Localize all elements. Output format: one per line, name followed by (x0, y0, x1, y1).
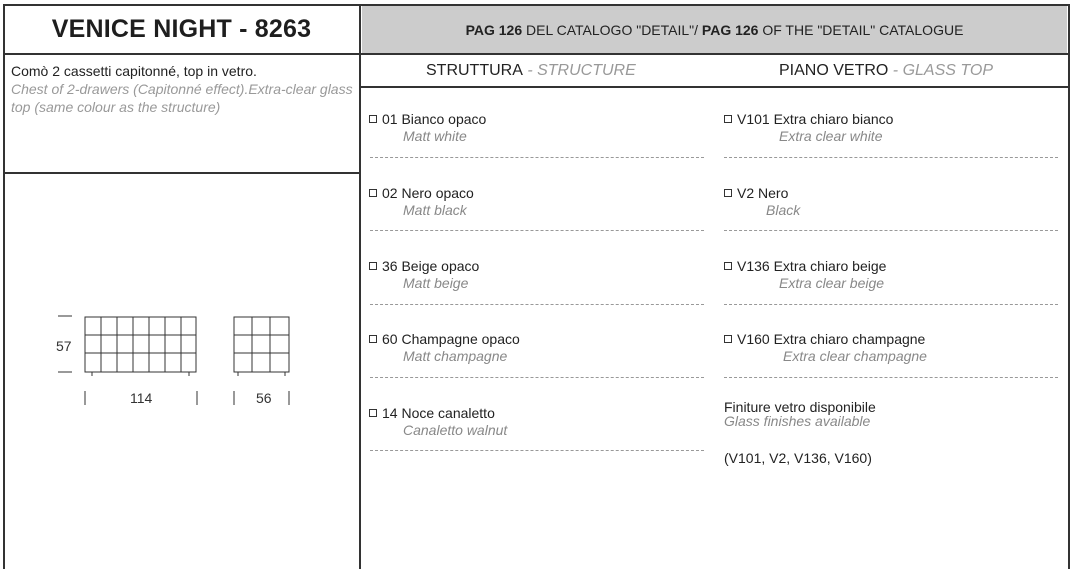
glass-option-label: V2 Nero (737, 185, 789, 201)
structure-option-label: 60 Champagne opaco (382, 331, 520, 347)
side-view-outline (234, 317, 289, 372)
front-view-outline (85, 317, 196, 372)
description-it: Comò 2 cassetti capitonné, top in vetro. (11, 63, 257, 79)
structure-option-sub: Matt black (403, 202, 467, 218)
glass-finishes-en: Glass finishes available (724, 413, 871, 429)
structure-option-label: 36 Beige opaco (382, 258, 480, 274)
structure-option-sub: Matt beige (403, 275, 469, 291)
glass-finishes-codes: (V101, V2, V136, V160) (724, 450, 872, 466)
structure-option-sub: Matt white (403, 128, 467, 144)
glass-option-sub: Extra clear beige (779, 275, 885, 291)
description-en: Chest of 2-drawers (Capitonné effect).Extra-clear glass top (same colour as the structure) (11, 81, 353, 115)
glass-option-sub: Extra clear white (779, 128, 883, 144)
glass-header-it: PIANO VETRO (779, 62, 889, 79)
catalogue-text-en: OF THE "DETAIL" CATALOGUE (758, 21, 964, 38)
glass-option-sub: Black (766, 202, 801, 218)
glass-header: PIANO VETRO - GLASS TOP (779, 62, 993, 79)
glass-option-sub: Extra clear champagne (783, 348, 927, 364)
product-title: VENICE NIGHT - 8263 (51, 15, 312, 43)
structure-option-label: 02 Nero opaco (382, 185, 474, 201)
catalogue-page-en: PAG 126 (701, 21, 759, 38)
glass-header-en: GLASS TOP (902, 62, 993, 79)
structure-option-label: 14 Noce canaletto (382, 405, 495, 421)
structure-option-label: 01 Bianco opaco (382, 111, 487, 127)
glass-option-label: V136 Extra chiaro beige (737, 258, 887, 274)
structure-header: STRUTTURA - STRUCTURE (426, 62, 636, 79)
catalogue-text-it: DEL CATALOGO "DETAIL"/ (522, 21, 702, 38)
glass-finishes-it: Finiture vetro disponibile (724, 399, 876, 415)
structure-option-sub: Matt champagne (403, 348, 508, 364)
glass-option-label: V160 Extra chiaro champagne (737, 331, 926, 347)
structure-header-it: STRUTTURA (426, 62, 523, 79)
structure-option-sub: Canaletto walnut (403, 422, 508, 438)
dimension-height: 57 (56, 338, 72, 354)
dimension-width: 114 (130, 390, 153, 406)
structure-header-en: STRUCTURE (537, 62, 636, 79)
catalogue-page-it: PAG 126 (465, 21, 523, 38)
dimension-depth: 56 (256, 390, 272, 406)
glass-option-label: V101 Extra chiaro bianco (737, 111, 894, 127)
